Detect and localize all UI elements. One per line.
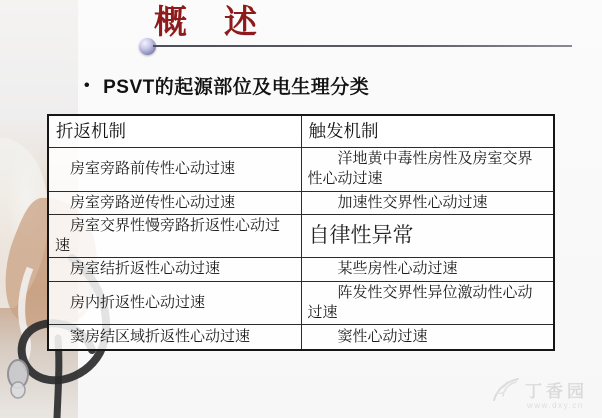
table-row	[48, 258, 554, 281]
cell-left: 房室旁路前传性心动过速	[48, 148, 301, 192]
table-row	[48, 148, 554, 192]
cell-right: 某些房性心动过速	[301, 258, 554, 281]
cell-left: 窦房结区域折返性心动过速	[48, 325, 301, 350]
bullet-list-item	[84, 72, 369, 99]
bullet-icon: •	[84, 76, 91, 94]
cell-right: 窦性心动过速	[301, 325, 554, 350]
table-header-row	[48, 115, 554, 148]
cell-left: 房室结折返性心动过速	[48, 258, 301, 281]
watermark-url: www.dxy.cn	[527, 401, 584, 410]
cell-left: 房室交界性慢旁路折返性心动过速	[48, 214, 301, 258]
classification-table	[47, 114, 555, 351]
cell-right: 加速性交界性心动过速	[301, 191, 554, 214]
cell-right: 阵发性交界性异位激动性心动过速	[301, 281, 554, 325]
title-rule-line	[153, 45, 572, 47]
watermark-logo-text: 丁香园	[525, 381, 588, 402]
table-row	[48, 281, 554, 325]
table-row	[48, 191, 554, 214]
dxy-watermark	[491, 376, 588, 410]
cell-left: 房内折返性心动过速	[48, 281, 301, 325]
page-title: 概 述	[154, 2, 259, 41]
cell-left: 房室旁路逆传性心动过速	[48, 191, 301, 214]
bullet-text: PSVT的起源部位及电生理分类	[103, 77, 370, 98]
header-trigger-mechanism: 触发机制	[301, 115, 554, 148]
cell-right: 洋地黄中毒性房性及房室交界性心动过速	[301, 148, 554, 192]
table-row	[48, 325, 554, 350]
cell-right-subheading: 自律性异常	[301, 214, 554, 258]
header-reentry-mechanism: 折返机制	[48, 115, 301, 148]
table-row	[48, 214, 554, 258]
leaf-icon	[491, 376, 521, 402]
